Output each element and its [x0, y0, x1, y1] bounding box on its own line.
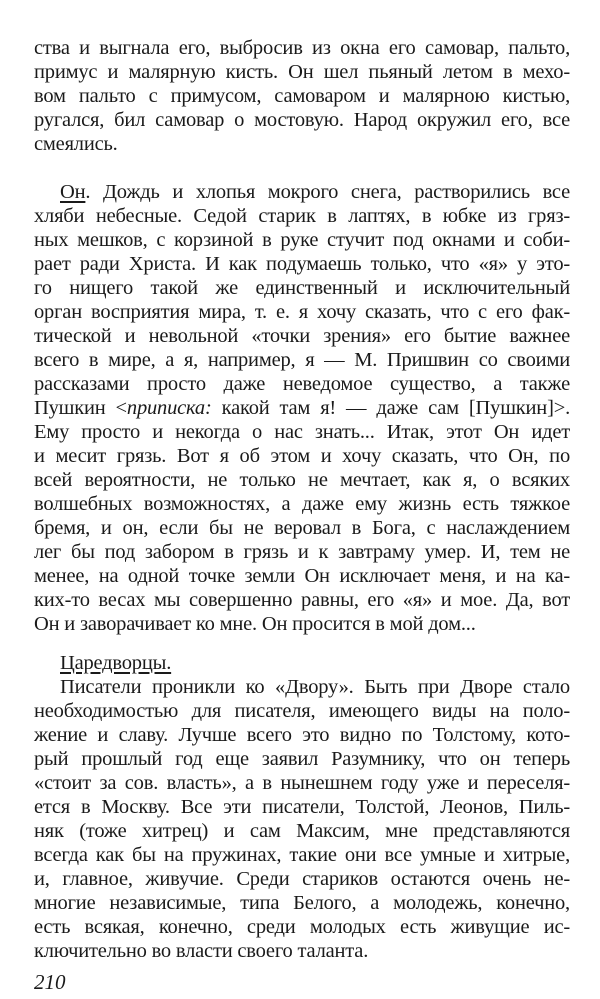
- text-line: вом пальто с примусом, самоваром и малярною кистью,: [34, 85, 570, 107]
- page-number: 210: [34, 970, 66, 994]
- text-fragment: . Дождь и хлопья мокрого снега, растворились все: [85, 181, 570, 203]
- section-heading-courtiers: Царедворцы.: [60, 652, 172, 674]
- text-line: рассказами просто даже неведомое существо, а также: [34, 373, 570, 395]
- text-line: Он и заворачивает ко мне. Он просится в мой дом...: [34, 613, 476, 635]
- text-fragment: какой там я! — даже сам [Пушкин]>.: [211, 397, 570, 419]
- text-line: [34, 651, 570, 675]
- text-line: ства и выгнала его, выбросив из окна его самовар, пальто,: [34, 37, 570, 59]
- text-line: Ему просто и некогда о нас знать... Итак, этот Он идет: [34, 421, 570, 443]
- paragraph-continuation: [34, 36, 570, 156]
- text-fragment: Пушкин <: [34, 397, 127, 419]
- text-line: го нищего такой же единственный и исключительный: [34, 277, 570, 299]
- text-line: няк (тоже хитрец) и сам Максим, мне представляются: [34, 820, 570, 842]
- text-line: есть всякая, конечно, среди молодых есть живущие ис-: [34, 916, 570, 938]
- text-line: смеялись.: [34, 133, 118, 155]
- text-line: тической и невольной «точки зрения» его бытие важнее: [34, 325, 570, 347]
- text-line: волшебных возможностях, а даже ему жизнь есть тяжкое: [34, 493, 570, 515]
- text-line: бремя, и он, если бы не веровал в Бога, с наслаждением: [34, 517, 570, 539]
- text-line: жение и славу. Лучше всего это видно по Толстому, кото-: [34, 724, 570, 746]
- text-line: всего в мире, а я, например, я — М. Пришвин со своими: [34, 349, 570, 371]
- text-line: хляби небесные. Седой старик в лаптях, в юбке из гряз-: [34, 205, 570, 227]
- text-line: орган восприятия мира, т. е. я хочу сказать, что с его фак-: [34, 301, 570, 323]
- text-line: Писатели проникли ко «Двору». Быть при Дворе стало: [60, 676, 570, 698]
- text-line: ких-то весах мы совершенно равны, его «я» и мое. Да, вот: [34, 589, 570, 611]
- text-line: [34, 180, 570, 204]
- text-line: [34, 396, 570, 420]
- text-line: всей вероятности, не только не мечтает, как я, о всяких: [34, 469, 570, 491]
- text-line: ных мешков, с корзиной в руке стучит под окнами и соби-: [34, 229, 570, 251]
- text-line: ключительно во власти своего таланта.: [34, 940, 369, 962]
- text-line: ется в Москву. Все эти писатели, Толстой, Леонов, Пиль-: [34, 796, 570, 818]
- paragraph-courtiers: [34, 651, 570, 963]
- text-line: рает ради Христа. И как подумаешь только, что «я» у это-: [34, 253, 570, 275]
- text-line: менее, на одной точке земли Он исключает меня, и на ка-: [34, 565, 570, 587]
- text-line: примус и малярную кисть. Он шел пьяный летом в мехо-: [34, 61, 570, 83]
- text-line: необходимостью для писателя, имеющего виды на поло-: [34, 700, 570, 722]
- section-heading-on: Он: [60, 181, 86, 203]
- text-line: и месит грязь. Вот я об этом и хочу сказать, что Он, по: [34, 445, 570, 467]
- text-line: лег бы под забором в грязь и к завтраму умер. И, тем не: [34, 541, 570, 563]
- italic-note: приписка:: [126, 397, 212, 419]
- paragraph-on: [34, 180, 570, 636]
- text-line: и, главное, живучие. Среди стариков остаются очень не-: [34, 868, 570, 890]
- text-line: многие независимые, типа Белого, а молодежь, конечно,: [34, 892, 570, 914]
- text-line: всегда как бы на пружинах, такие они все умные и хитрые,: [34, 844, 570, 866]
- text-line: рый прошлый год еще заявил Разумнику, что он теперь: [34, 748, 570, 770]
- text-line: ругался, бил самовар о мостовую. Народ окружил его, все: [34, 109, 570, 131]
- text-line: «стоит за сов. власть», а в нынешнем году уже и переселя-: [34, 772, 570, 794]
